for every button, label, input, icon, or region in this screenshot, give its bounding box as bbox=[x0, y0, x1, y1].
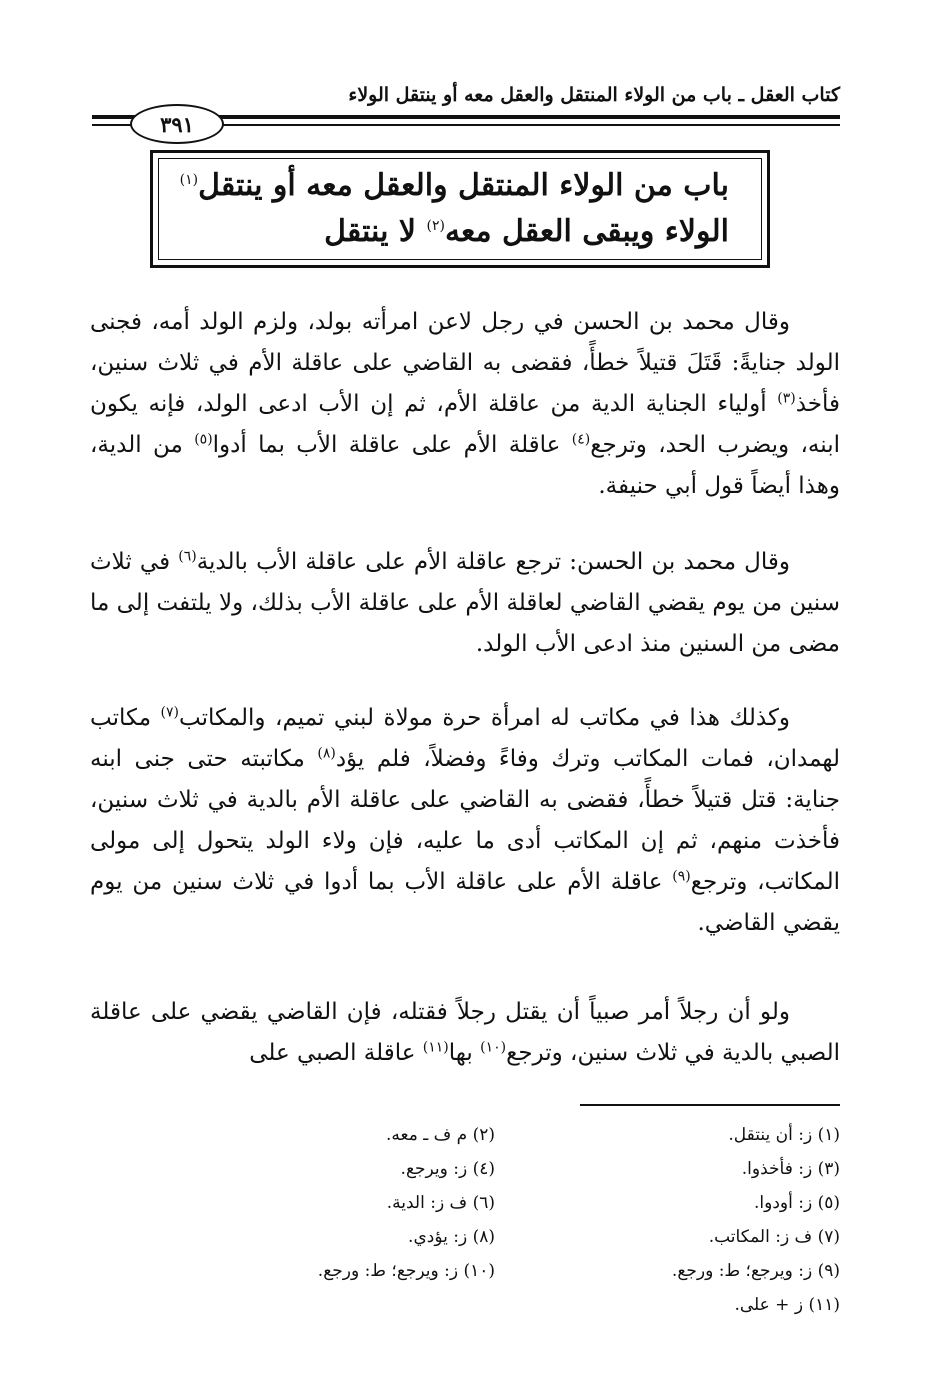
footnote-mark: (٥) bbox=[194, 431, 213, 448]
footnote-item: (٩) ز: ويرجع؛ ط: ورجع. bbox=[671, 1261, 840, 1281]
page-number: ٣٩١ bbox=[130, 104, 224, 144]
footnote-mark: (٨) bbox=[317, 745, 336, 762]
footnote-separator bbox=[580, 1104, 840, 1106]
paragraph-2: وقال محمد بن الحسن: ترجع عاقلة الأم على عاقلة الأب بالدية$^{(٦)}$ في ثلاث سنين من يوم يقضي القاضي لعاقلة الأم على عاقلة الأب بذلك، ولا يلتفت إلى ما مضى من السنين منذ ادعى الأب الولد. bbox=[90, 548, 840, 657]
chapter-title-line-1: باب من الولاء المنتقل والعقل معه أو ينتقل$^{(١)}$ bbox=[179, 168, 729, 203]
footnotes bbox=[150, 1118, 840, 1322]
footnote-mark: (٩) bbox=[672, 868, 691, 885]
footnote-mark: (٢) bbox=[426, 218, 445, 234]
footnote-mark: (٣) bbox=[777, 390, 796, 407]
footnote-item: (١١) ز + على. bbox=[734, 1295, 840, 1315]
footnote-mark: (١) bbox=[179, 172, 199, 188]
footnote-mark: (٤) bbox=[571, 431, 591, 448]
paragraph-3: وكذلك هذا في مكاتب له امرأة حرة مولاة لبني تميم، والمكاتب$^{(٧)}$ مكاتب لهمدان، فمات المكاتب وترك وفاءً وفضلاً، فلم يؤد$^{(٨)}$ مكاتبته حتى جنى ابنه جناية: قتل قتيلاً خطأً، فقضى به القاضي على عاقلة الأم بالدية في ثلاث سنين، فأخذت منهم، ثم إن المكاتب أدى ما عليه، فإن ولاء الولد يتحول إلى مولى المكاتب، وترجع$^{(٩)}$ عاقلة الأم على عاقلة الأب بما أدوا في ثلاث سنين من يوم يقضي القاضي. bbox=[90, 704, 841, 936]
footnote-item: (٣) ز: فأخذوا. bbox=[741, 1159, 840, 1179]
footnote-mark: (١٠) bbox=[480, 1039, 507, 1056]
running-header-title: كتاب العقل ـ باب من الولاء المنتقل والعقل معه أو ينتقل الولاء bbox=[348, 84, 840, 106]
footnote-mark: (٦) bbox=[178, 548, 197, 565]
footnote-mark: (١١) bbox=[422, 1039, 449, 1056]
footnote-item: (٢) م ف ـ معه. bbox=[386, 1125, 495, 1145]
footnote-item: (٦) ف ز: الدية. bbox=[386, 1193, 495, 1213]
paragraph-1: وقال محمد بن الحسن في رجل لاعن امرأته بولد، ولزم الولد أمه، فجنى الولد جنايةً: قَتَلَ قتيلاً خطأً، فقضى به القاضي على عاقلة الأم في ثلاث سنين، فأخذ$^{(٣)}$ أولياء الجناية الدية من عاقلة الأم، ثم إن الأب ادعى الولد، فإنه يكون ابنه، ويضرب الحد، وترجع$^{(٤)}$ عاقلة الأم على عاقلة الأب بما أدوا$^{(٥)}$ من الدية، وهذا أيضاً قول أبي حنيفة. bbox=[90, 309, 840, 499]
footnote-item: (٤) ز: ويرجع. bbox=[400, 1159, 495, 1179]
footnote-item: (١٠) ز: ويرجع؛ ط: ورجع. bbox=[317, 1261, 495, 1281]
footnote-item: (٨) ز: يؤدي. bbox=[408, 1227, 495, 1247]
footnote-item: (١) ز: أن ينتقل. bbox=[728, 1125, 840, 1145]
footnote-mark: (٧) bbox=[160, 704, 180, 721]
chapter-title-frame bbox=[150, 150, 770, 268]
chapter-title-line-2: الولاء ويبقى العقل معه$^{(٢)}$ لا ينتقل bbox=[324, 214, 729, 249]
paragraph-4: ولو أن رجلاً أمر صبياً أن يقتل رجلاً فقتله، فإن القاضي يقضي على عاقلة الصبي بالدية في ثلاث سنين، وترجع$^{(١٠)}$ بها$^{(١١)}$ عاقلة الصبي على bbox=[90, 999, 840, 1066]
footnote-item: (٧) ف ز: المكاتب. bbox=[708, 1227, 840, 1247]
footnote-item: (٥) ز: أودوا. bbox=[754, 1193, 840, 1213]
